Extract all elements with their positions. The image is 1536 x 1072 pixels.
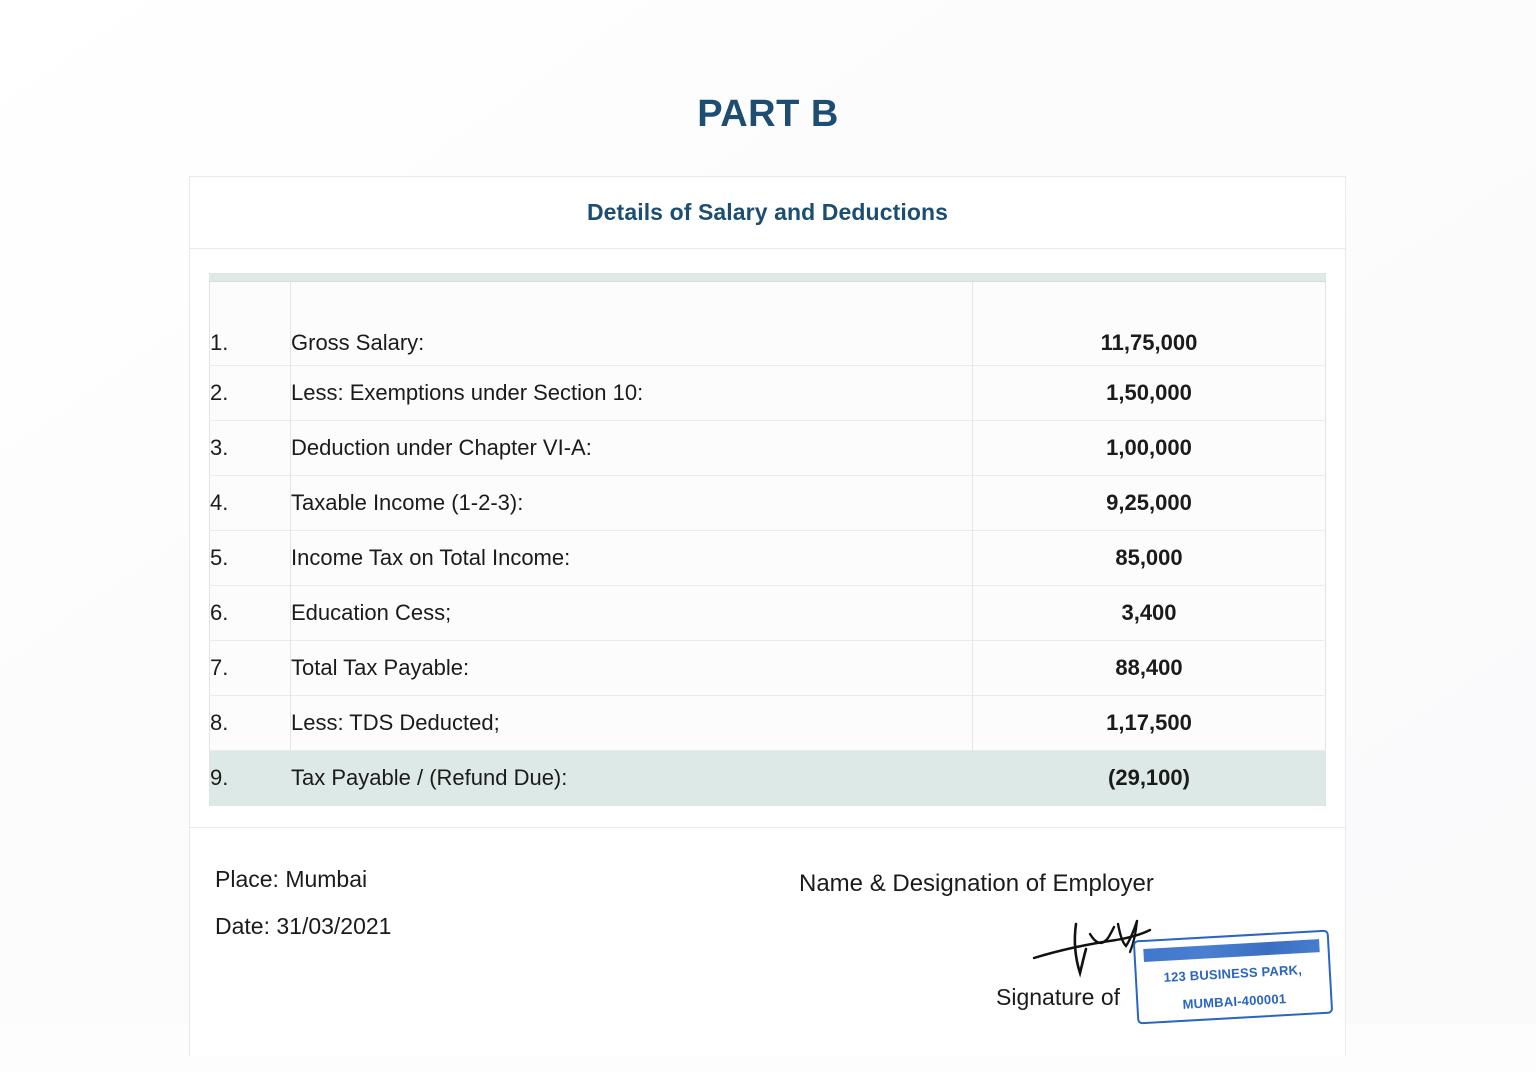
- table-row: [210, 696, 1326, 751]
- table-row: [210, 421, 1326, 476]
- section-title: Details of Salary and Deductions: [586, 199, 949, 225]
- table-row: [210, 641, 1326, 696]
- date-line: Date: 31/03/2021: [215, 913, 392, 939]
- row-description: Income Tax on Total Income:: [291, 531, 973, 586]
- row-number: 8.: [210, 696, 291, 751]
- row-description: Taxable Income (1-2-3):: [291, 476, 973, 531]
- stamp-address-line1: 123 BUSINESS PARK,: [1163, 962, 1303, 985]
- table-container: [190, 249, 1345, 827]
- header-cell-number: [210, 274, 291, 282]
- row-amount: 1,50,000: [973, 366, 1326, 421]
- header-cell-amount: [973, 274, 1326, 282]
- row-amount: 1,00,000: [973, 421, 1326, 476]
- row-description: Tax Payable / (Refund Due):: [291, 751, 973, 806]
- row-description: Total Tax Payable:: [291, 641, 973, 696]
- table-row: [210, 366, 1326, 421]
- row-number: 4.: [210, 476, 291, 531]
- row-number: 6.: [210, 586, 291, 641]
- row-number: 2.: [210, 366, 291, 421]
- page-title: PART B: [697, 93, 839, 135]
- row-number: 5.: [210, 531, 291, 586]
- table-row: [210, 531, 1326, 586]
- row-amount: 11,75,000: [973, 282, 1326, 366]
- salary-deductions-table: [209, 273, 1326, 806]
- employer-stamp: [1133, 930, 1333, 1025]
- row-number: 7.: [210, 641, 291, 696]
- row-amount: 9,25,000: [973, 476, 1326, 531]
- row-amount: 85,000: [973, 531, 1326, 586]
- place-line: Place: Mumbai: [215, 866, 368, 892]
- salary-details-card: [189, 176, 1346, 1056]
- signature-label: Signature of: [996, 984, 1121, 1010]
- card-footer: [190, 827, 1345, 1072]
- row-description: Less: Exemptions under Section 10:: [291, 366, 973, 421]
- row-amount: 1,17,500: [973, 696, 1326, 751]
- row-description: Education Cess;: [291, 586, 973, 641]
- table-header-strip: [210, 274, 1326, 282]
- row-description: Gross Salary:: [291, 282, 973, 366]
- row-amount: 3,400: [973, 586, 1326, 641]
- row-amount: (29,100): [973, 751, 1326, 806]
- table-row: [210, 751, 1326, 806]
- row-number: 9.: [210, 751, 291, 806]
- row-number: 3.: [210, 421, 291, 476]
- row-description: Deduction under Chapter VI-A:: [291, 421, 973, 476]
- employer-name-designation-label: Name & Designation of Employer: [799, 870, 1154, 897]
- card-header: [190, 177, 1345, 249]
- table-row: [210, 586, 1326, 641]
- row-description: Less: TDS Deducted;: [291, 696, 973, 751]
- table-row: [210, 476, 1326, 531]
- table-body: [210, 282, 1326, 806]
- row-amount: 88,400: [973, 641, 1326, 696]
- row-number: 1.: [210, 282, 291, 366]
- stamp-redacted-bar: [1143, 939, 1319, 962]
- table-row: [210, 282, 1326, 366]
- stamp-address-line2: MUMBAI-400001: [1182, 991, 1287, 1012]
- header-cell-description: [291, 274, 973, 282]
